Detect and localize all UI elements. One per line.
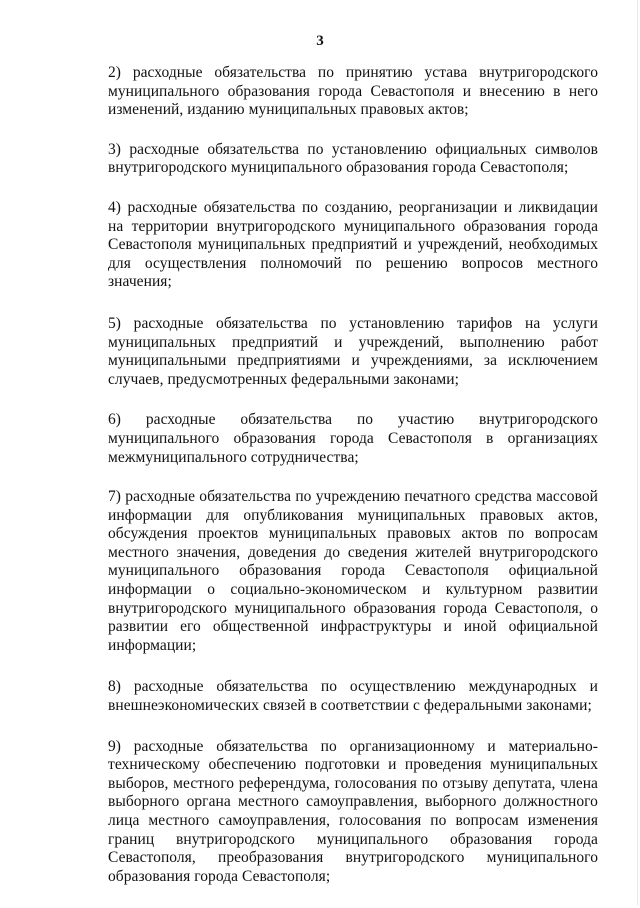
paragraph-item-9: 9) расходные обязательства по организационному и материально-техническому обеспечению подготовки и проведения муниципальных выборов, местного референдума, голосования по отзыву депутата, члена выборного органа местного самоуправления, выборного должностного лица местного самоуправления, голосования по вопросам изменения границ внутригородского муниципального образования города Севастополя, преобразования внутригородского муниципального образования города Севастополя; bbox=[108, 737, 598, 885]
paragraph-item-2: 2) расходные обязательства по принятию устава внутригородского муниципального образования города Севастополя и внесению в него изменений, изданию муниципальных правовых актов; bbox=[108, 64, 598, 119]
paragraph-item-4: 4) расходные обязательства по созданию, реорганизации и ликвидации на территории внутригородского муниципального образования города Севастополя муниципальных предприятий и учреждений, необходимых для осуществления полномочий по решению вопросов местного значения; bbox=[108, 198, 598, 291]
paragraph-item-3: 3) расходные обязательства по установлению официальных символов внутригородского муниципального образования города Севастополя; bbox=[108, 140, 598, 177]
paragraph-item-7: 7) расходные обязательства по учреждению печатного средства массовой информации для опубликования муниципальных правовых актов, обсуждения проектов муниципальных правовых актов по вопросам местного значения, доведения до сведения жителей внутригородского муниципального образования города Севастополя официальной информации о социально-экономическом и культурном развитии внутригородского муниципального образования города Севастополя, о развитии его общественной инфраструктуры и иной официальной информации; bbox=[108, 488, 598, 654]
paragraph-item-5: 5) расходные обязательства по установлению тарифов на услуги муниципальных предприятий и учреждений, выполнению работ муниципальными предприятиями и учреждениями, за исключением случаев, предусмотренных федеральными законами; bbox=[108, 314, 598, 388]
page-number: 3 bbox=[316, 33, 324, 49]
scan-edge-divider bbox=[637, 0, 638, 905]
paragraph-item-8: 8) расходные обязательства по осуществлению международных и внешнеэкономических связей в соответствии с федеральными законами; bbox=[108, 678, 598, 715]
document-body bbox=[108, 64, 598, 908]
paragraph-item-6: 6) расходные обязательства по участию внутригородского муниципального образования города Севастополя в организациях межмуниципального сотрудничества; bbox=[108, 411, 598, 466]
